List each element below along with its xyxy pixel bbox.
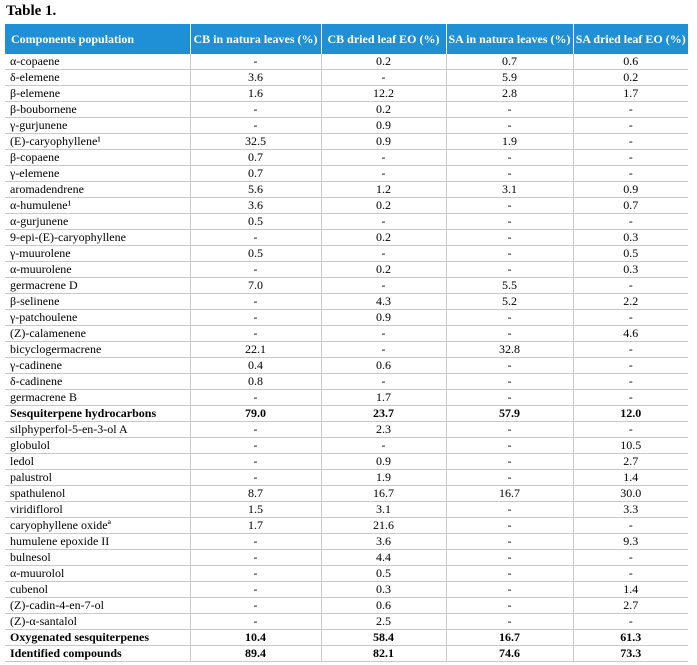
component-name-cell: cubenol <box>5 582 190 598</box>
value-cell: 22.1 <box>190 342 321 358</box>
value-cell: - <box>190 550 321 566</box>
value-cell: - <box>446 582 573 598</box>
value-cell: 0.4 <box>190 358 321 374</box>
table-row <box>5 518 688 534</box>
value-cell: 10.5 <box>573 438 688 454</box>
table-row <box>5 486 688 502</box>
value-cell: - <box>573 422 688 438</box>
value-cell: 8.7 <box>190 486 321 502</box>
value-cell: 3.6 <box>190 198 321 214</box>
value-cell: 0.9 <box>321 454 446 470</box>
value-cell: 0.7 <box>446 54 573 70</box>
table-row <box>5 166 688 182</box>
component-name-cell: viridiflorol <box>5 502 190 518</box>
value-cell: 12.2 <box>321 86 446 102</box>
value-cell: - <box>446 518 573 534</box>
table-row <box>5 614 688 630</box>
value-cell: 1.4 <box>573 582 688 598</box>
value-cell: - <box>573 614 688 630</box>
value-cell: 74.6 <box>446 646 573 662</box>
value-cell: 0.8 <box>190 374 321 390</box>
value-cell: - <box>446 598 573 614</box>
summary-row <box>5 406 688 422</box>
value-cell: 0.2 <box>321 102 446 118</box>
value-cell: 0.9 <box>321 118 446 134</box>
value-cell: 0.7 <box>190 150 321 166</box>
table-row <box>5 374 688 390</box>
column-header-components: Components population <box>5 24 190 54</box>
component-name-cell: bicyclogermacrene <box>5 342 190 358</box>
value-cell: - <box>446 454 573 470</box>
value-cell: - <box>190 422 321 438</box>
value-cell: - <box>446 326 573 342</box>
value-cell: - <box>190 326 321 342</box>
value-cell: 2.7 <box>573 598 688 614</box>
value-cell: - <box>190 534 321 550</box>
value-cell: 7.0 <box>190 278 321 294</box>
value-cell: - <box>573 310 688 326</box>
value-cell: - <box>573 518 688 534</box>
value-cell: - <box>573 358 688 374</box>
value-cell: - <box>321 374 446 390</box>
value-cell: 2.2 <box>573 294 688 310</box>
table-row <box>5 86 688 102</box>
value-cell: - <box>190 582 321 598</box>
component-name-cell: (Z)-calamenene <box>5 326 190 342</box>
value-cell: 57.9 <box>446 406 573 422</box>
table-row <box>5 422 688 438</box>
table-caption: Table 1. <box>6 3 57 19</box>
value-cell: - <box>446 374 573 390</box>
summary-row <box>5 630 688 646</box>
component-name-cell: γ-elemene <box>5 166 190 182</box>
value-cell: 5.9 <box>446 70 573 86</box>
value-cell: - <box>190 118 321 134</box>
table-row <box>5 390 688 406</box>
component-name-cell: α-gurjunene <box>5 214 190 230</box>
table-row <box>5 358 688 374</box>
component-name-cell: β-copaene <box>5 150 190 166</box>
table-row <box>5 182 688 198</box>
value-cell: - <box>446 262 573 278</box>
component-name-cell: bulnesol <box>5 550 190 566</box>
value-cell: 12.0 <box>573 406 688 422</box>
value-cell: 2.5 <box>321 614 446 630</box>
value-cell: 5.5 <box>446 278 573 294</box>
component-name-cell: ledol <box>5 454 190 470</box>
value-cell: - <box>446 438 573 454</box>
component-name-cell: silphyperfol-5-en-3-ol A <box>5 422 190 438</box>
table-row <box>5 70 688 86</box>
value-cell: 1.9 <box>446 134 573 150</box>
value-cell: 0.5 <box>190 214 321 230</box>
component-name-cell: 9-epi-(E)-caryophyllene <box>5 230 190 246</box>
value-cell: 3.3 <box>573 502 688 518</box>
component-name-cell: β-boubornene <box>5 102 190 118</box>
value-cell: 10.4 <box>190 630 321 646</box>
component-name-cell: β-selinene <box>5 294 190 310</box>
component-name-cell: β-elemene <box>5 86 190 102</box>
value-cell: - <box>446 566 573 582</box>
value-cell: 0.7 <box>190 166 321 182</box>
value-cell: 3.1 <box>321 502 446 518</box>
column-header-cb-dried: CB dried leaf EO (%) <box>321 24 446 54</box>
value-cell: 2.3 <box>321 422 446 438</box>
component-name-cell: (Z)-cadin-4-en-7-ol <box>5 598 190 614</box>
table-row <box>5 54 688 70</box>
table-row <box>5 326 688 342</box>
table-row <box>5 118 688 134</box>
value-cell: 30.0 <box>573 486 688 502</box>
value-cell: - <box>446 614 573 630</box>
value-cell: - <box>446 550 573 566</box>
component-name-cell: Oxygenated sesquiterpenes <box>5 630 190 646</box>
value-cell: - <box>190 614 321 630</box>
value-cell: 0.5 <box>321 566 446 582</box>
component-name-cell: δ-cadinene <box>5 374 190 390</box>
component-name-cell: α-copaene <box>5 54 190 70</box>
component-name-cell: γ-gurjunene <box>5 118 190 134</box>
value-cell: 89.4 <box>190 646 321 662</box>
table-row <box>5 342 688 358</box>
value-cell: - <box>446 118 573 134</box>
table-row <box>5 534 688 550</box>
value-cell: 0.9 <box>321 310 446 326</box>
value-cell: 61.3 <box>573 630 688 646</box>
component-name-cell: δ-elemene <box>5 70 190 86</box>
component-name-cell: (Z)-α-santalol <box>5 614 190 630</box>
value-cell: 1.7 <box>321 390 446 406</box>
summary-row <box>5 646 688 662</box>
value-cell: 79.0 <box>190 406 321 422</box>
component-name-cell: α-muurolol <box>5 566 190 582</box>
component-name-cell: (E)-caryophyllene¹ <box>5 134 190 150</box>
value-cell: 16.7 <box>446 486 573 502</box>
value-cell: - <box>573 566 688 582</box>
value-cell: 32.8 <box>446 342 573 358</box>
value-cell: - <box>321 246 446 262</box>
value-cell: - <box>446 502 573 518</box>
table-row <box>5 294 688 310</box>
value-cell: - <box>321 214 446 230</box>
component-name-cell: germacrene B <box>5 390 190 406</box>
table-row <box>5 454 688 470</box>
value-cell: - <box>573 166 688 182</box>
value-cell: - <box>446 390 573 406</box>
value-cell: - <box>190 566 321 582</box>
value-cell: - <box>446 214 573 230</box>
value-cell: 1.5 <box>190 502 321 518</box>
table-row <box>5 438 688 454</box>
value-cell: 5.6 <box>190 182 321 198</box>
value-cell: 4.4 <box>321 550 446 566</box>
component-name-cell: globulol <box>5 438 190 454</box>
value-cell: 0.6 <box>321 358 446 374</box>
components-table <box>5 24 688 662</box>
value-cell: 2.7 <box>573 454 688 470</box>
value-cell: - <box>446 470 573 486</box>
value-cell: - <box>573 150 688 166</box>
value-cell: 0.2 <box>573 70 688 86</box>
value-cell: - <box>573 374 688 390</box>
component-name-cell: caryophyllene oxideª <box>5 518 190 534</box>
value-cell: - <box>573 102 688 118</box>
value-cell: 0.6 <box>321 598 446 614</box>
value-cell: 0.9 <box>321 134 446 150</box>
column-header-sa-dried: SA dried leaf EO (%) <box>573 24 688 54</box>
value-cell: - <box>573 134 688 150</box>
table-row <box>5 230 688 246</box>
value-cell: 82.1 <box>321 646 446 662</box>
value-cell: - <box>321 326 446 342</box>
value-cell: - <box>190 454 321 470</box>
table-row <box>5 470 688 486</box>
value-cell: 1.6 <box>190 86 321 102</box>
component-name-cell: γ-muurolene <box>5 246 190 262</box>
value-cell: 0.3 <box>321 582 446 598</box>
column-header-sa-natura: SA in natura leaves (%) <box>446 24 573 54</box>
value-cell: - <box>321 70 446 86</box>
component-name-cell: germacrene D <box>5 278 190 294</box>
value-cell: - <box>190 390 321 406</box>
value-cell: - <box>446 534 573 550</box>
value-cell: - <box>321 438 446 454</box>
value-cell: 5.2 <box>446 294 573 310</box>
value-cell: 0.2 <box>321 54 446 70</box>
value-cell: 9.3 <box>573 534 688 550</box>
value-cell: 0.3 <box>573 262 688 278</box>
value-cell: - <box>573 390 688 406</box>
value-cell: - <box>446 102 573 118</box>
value-cell: 32.5 <box>190 134 321 150</box>
value-cell: - <box>321 150 446 166</box>
value-cell: - <box>446 198 573 214</box>
value-cell: - <box>190 310 321 326</box>
table-body <box>5 54 688 662</box>
table-row <box>5 150 688 166</box>
value-cell: 1.2 <box>321 182 446 198</box>
value-cell: 16.7 <box>321 486 446 502</box>
value-cell: 4.3 <box>321 294 446 310</box>
value-cell: 0.2 <box>321 230 446 246</box>
component-name-cell: palustrol <box>5 470 190 486</box>
value-cell: 73.3 <box>573 646 688 662</box>
component-name-cell: α-humulene¹ <box>5 198 190 214</box>
value-cell: - <box>321 278 446 294</box>
value-cell: - <box>573 278 688 294</box>
value-cell: - <box>446 310 573 326</box>
value-cell: - <box>446 246 573 262</box>
table-row <box>5 278 688 294</box>
value-cell: 0.3 <box>573 230 688 246</box>
value-cell: 58.4 <box>321 630 446 646</box>
component-name-cell: spathulenol <box>5 486 190 502</box>
value-cell: - <box>573 550 688 566</box>
value-cell: 0.5 <box>190 246 321 262</box>
value-cell: 16.7 <box>446 630 573 646</box>
value-cell: - <box>573 342 688 358</box>
component-name-cell: Identified compounds <box>5 646 190 662</box>
component-name-cell: γ-cadinene <box>5 358 190 374</box>
table-row <box>5 214 688 230</box>
value-cell: - <box>573 118 688 134</box>
value-cell: 0.2 <box>321 198 446 214</box>
table-row <box>5 310 688 326</box>
table-row <box>5 198 688 214</box>
value-cell: - <box>446 166 573 182</box>
value-cell: 4.6 <box>573 326 688 342</box>
value-cell: - <box>190 102 321 118</box>
value-cell: 0.5 <box>573 246 688 262</box>
table-row <box>5 582 688 598</box>
component-name-cell: aromadendrene <box>5 182 190 198</box>
value-cell: 1.7 <box>190 518 321 534</box>
column-header-cb-natura: CB in natura leaves (%) <box>190 24 321 54</box>
value-cell: 0.2 <box>321 262 446 278</box>
value-cell: 3.1 <box>446 182 573 198</box>
value-cell: - <box>321 342 446 358</box>
value-cell: - <box>446 422 573 438</box>
value-cell: - <box>446 358 573 374</box>
value-cell: 1.9 <box>321 470 446 486</box>
value-cell: 21.6 <box>321 518 446 534</box>
value-cell: 23.7 <box>321 406 446 422</box>
value-cell: - <box>190 230 321 246</box>
table-row <box>5 134 688 150</box>
header-row <box>5 24 688 54</box>
component-name-cell: γ-patchoulene <box>5 310 190 326</box>
value-cell: - <box>190 470 321 486</box>
value-cell: - <box>190 54 321 70</box>
table-row <box>5 502 688 518</box>
table-row <box>5 550 688 566</box>
value-cell: 3.6 <box>190 70 321 86</box>
value-cell: - <box>573 214 688 230</box>
value-cell: - <box>190 438 321 454</box>
value-cell: - <box>190 598 321 614</box>
value-cell: - <box>446 230 573 246</box>
component-name-cell: α-muurolene <box>5 262 190 278</box>
value-cell: - <box>190 262 321 278</box>
component-name-cell: Sesquiterpene hydrocarbons <box>5 406 190 422</box>
value-cell: 2.8 <box>446 86 573 102</box>
value-cell: - <box>446 150 573 166</box>
table-row <box>5 262 688 278</box>
value-cell: 0.7 <box>573 198 688 214</box>
value-cell: 1.4 <box>573 470 688 486</box>
value-cell: - <box>190 294 321 310</box>
component-name-cell: humulene epoxide II <box>5 534 190 550</box>
table-row <box>5 102 688 118</box>
table-row <box>5 566 688 582</box>
value-cell: 1.7 <box>573 86 688 102</box>
value-cell: 0.6 <box>573 54 688 70</box>
value-cell: 3.6 <box>321 534 446 550</box>
value-cell: 0.9 <box>573 182 688 198</box>
table-row <box>5 246 688 262</box>
table-row <box>5 598 688 614</box>
value-cell: - <box>321 166 446 182</box>
